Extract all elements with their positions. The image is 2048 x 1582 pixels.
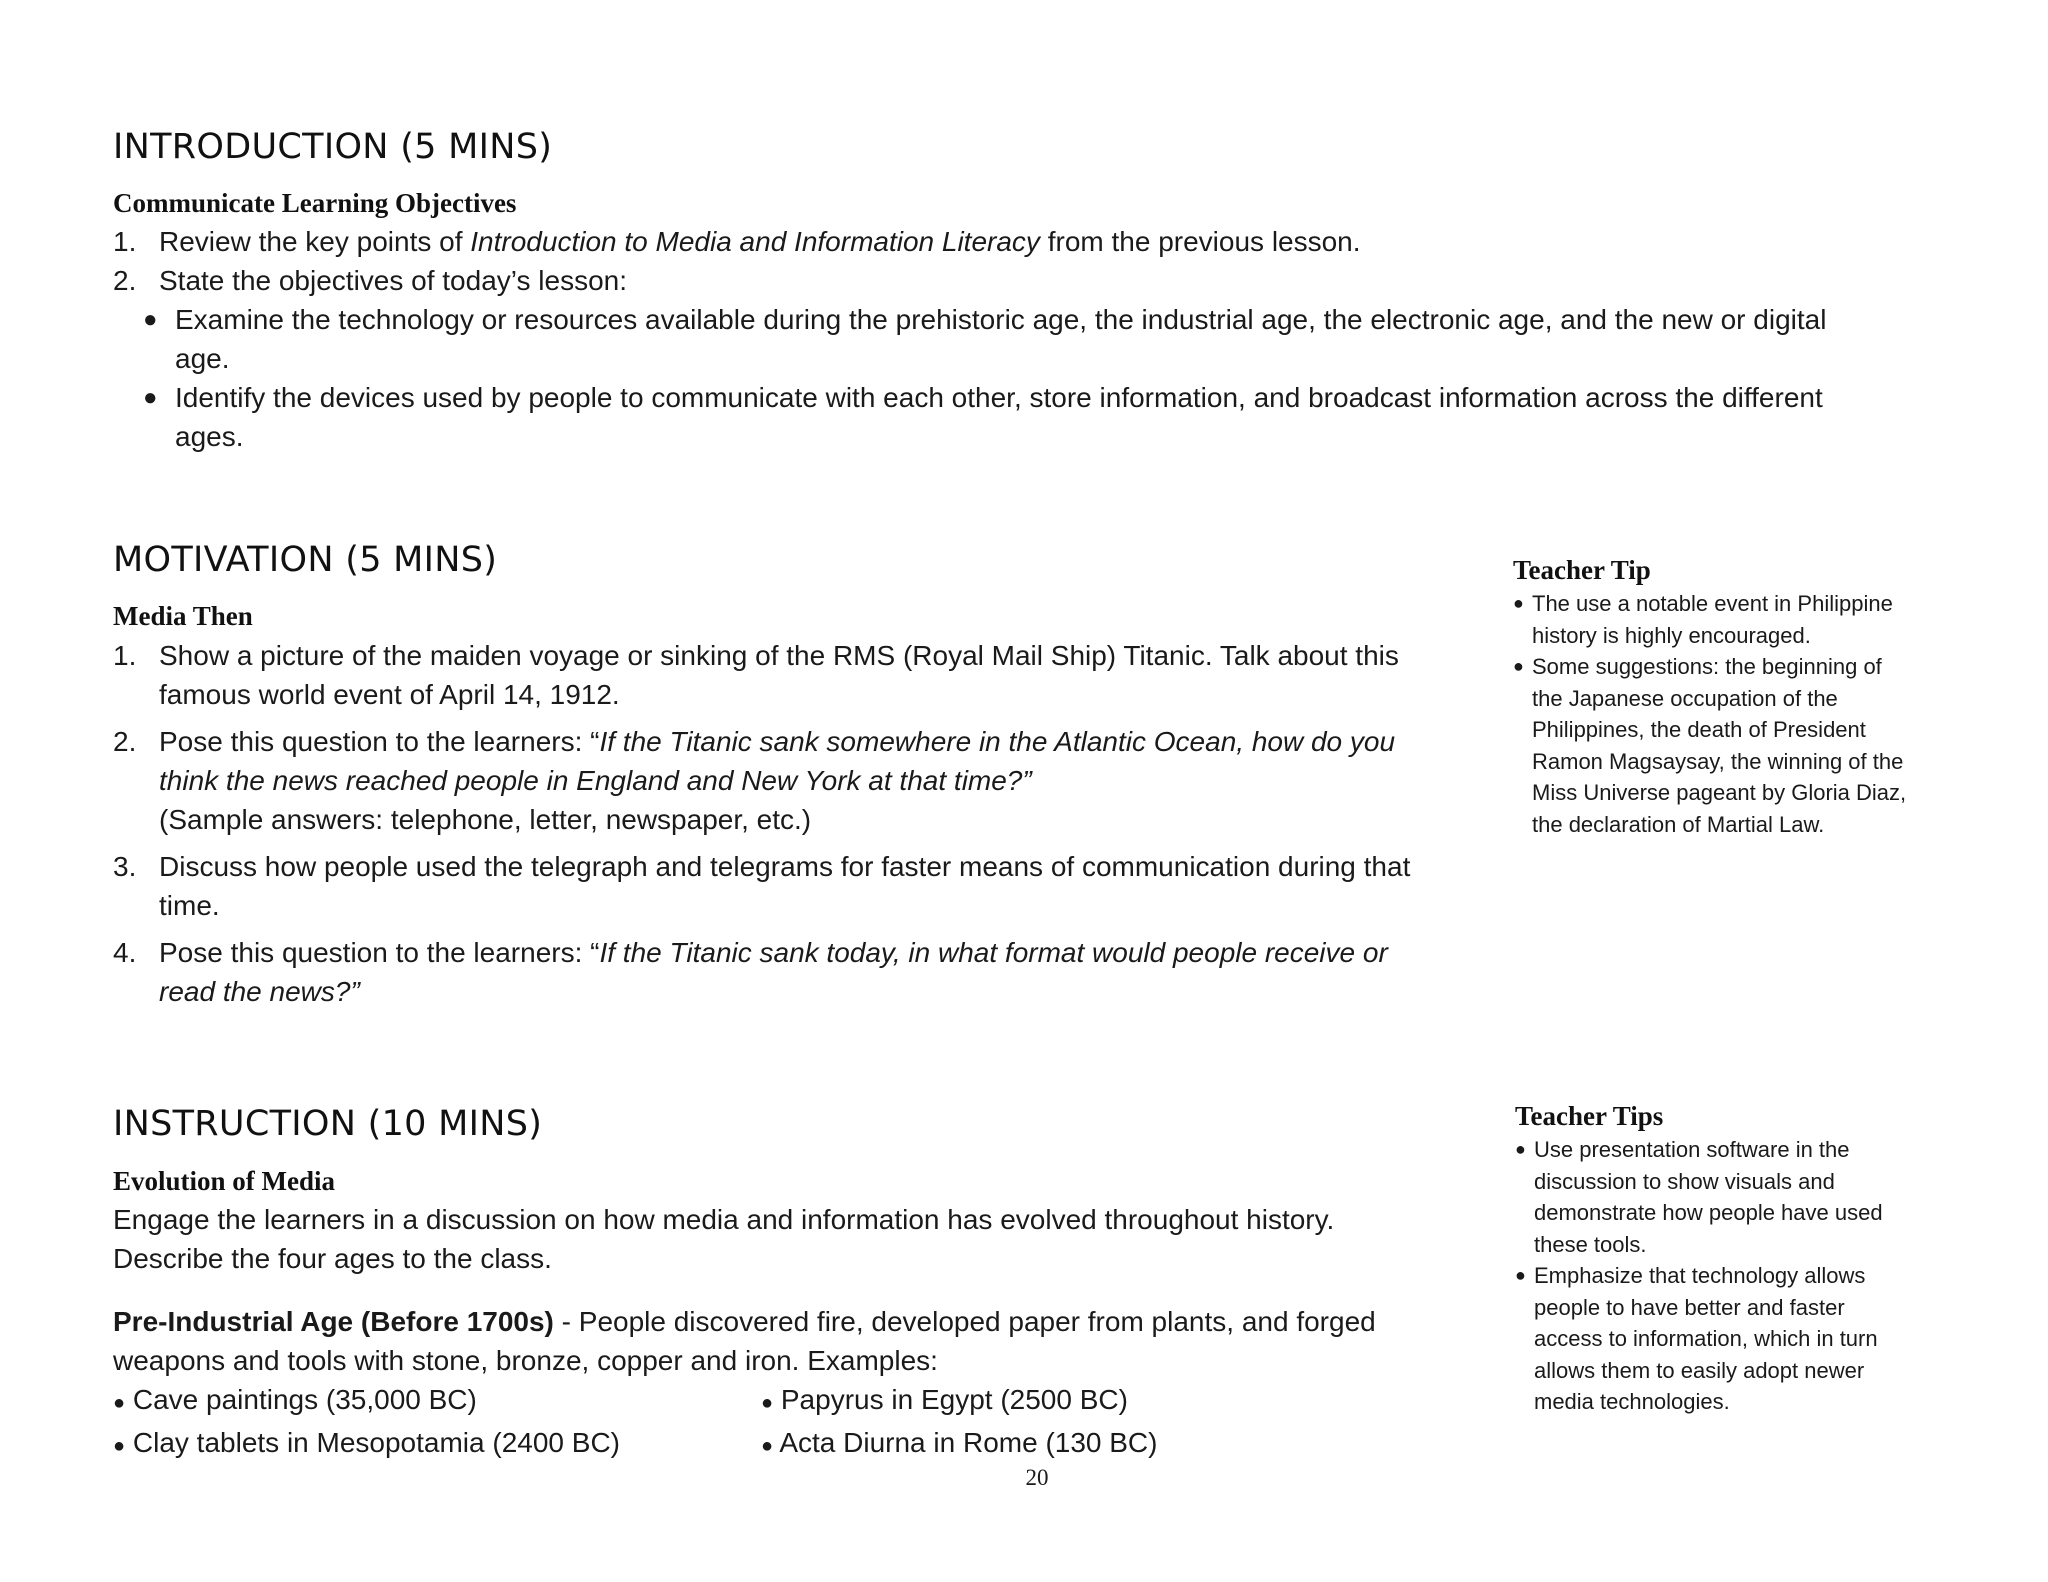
bullet-icon: ● [1515, 1265, 1526, 1285]
list-text: State the objectives of today’s lesson: [159, 265, 627, 296]
tip-text: demonstrate how people have used [1534, 1200, 1883, 1225]
age-description [113, 1302, 1493, 1380]
bullet-icon: ● [113, 1435, 126, 1457]
instruction-paragraph [113, 1200, 1493, 1278]
list-item [113, 261, 1913, 300]
teacher-tips-title: Teacher Tips [1515, 1101, 1664, 1131]
list-text: famous world event of April 14, 1912. [159, 679, 620, 710]
bullet-item [113, 378, 1913, 456]
tip-item [1515, 1134, 2015, 1260]
list-item [113, 222, 1913, 261]
question-italic: If the Titanic sank somewhere in the Atlantic Ocean, how do you [599, 726, 1396, 757]
motivation-subheading: Media Then [113, 601, 253, 631]
list-number: 3. [113, 851, 137, 882]
bullet-text: Examine the technology or resources available during the prehistoric age, the industrial age, the electronic age, and the new or digital [175, 304, 1827, 335]
list-number: 4. [113, 937, 137, 968]
teacher-tips-box [1515, 1101, 2015, 1418]
examples-right-column [761, 1380, 1381, 1466]
tip-text: Some suggestions: the beginning of [1532, 654, 1882, 679]
list-number: 2. [113, 265, 137, 296]
bullet-icon: ● [143, 306, 158, 333]
paragraph-text: Engage the learners in a discussion on how media and information has evolved throughout history. [113, 1204, 1335, 1235]
sample-answers: (Sample answers: telephone, letter, newspaper, etc.) [159, 804, 812, 835]
teacher-tip-box [1513, 555, 2013, 840]
teacher-tip-title: Teacher Tip [1513, 555, 1651, 585]
tip-text: the declaration of Martial Law. [1532, 811, 1825, 837]
age-text: weapons and tools with stone, bronze, copper and iron. Examples: [113, 1345, 938, 1376]
lesson-title-italic: Introduction to Media and Information Literacy [470, 226, 1040, 257]
instruction-heading: INSTRUCTION (10 MINS) [113, 1104, 543, 1144]
tip-text: discussion to show visuals and [1534, 1168, 1835, 1194]
question-italic: If the Titanic sank today, in what format would people receive or [599, 937, 1388, 968]
intro-objectives-list [113, 222, 1913, 456]
tip-text: media technologies. [1534, 1389, 1730, 1414]
example-item: ● Clay tablets in Mesopotamia (2400 BC) [113, 1427, 620, 1458]
bullet-text: ages. [175, 421, 244, 452]
list-text: Pose this question to the learners: “ [159, 726, 600, 757]
question-italic: read the news?” [159, 976, 360, 1007]
tip-text: The use a notable event in Philippine [1532, 591, 1893, 616]
question-italic: think the news reached people in England and New York at that time?” [159, 765, 1032, 796]
list-number: 2. [113, 726, 137, 757]
bullet-icon: ● [1515, 1139, 1526, 1159]
list-text: from the previous lesson. [1039, 226, 1361, 257]
list-item [113, 933, 1493, 1011]
motivation-list [113, 636, 1493, 1011]
bullet-text: age. [175, 343, 230, 374]
teacher-tips-list [1515, 1134, 2015, 1418]
motivation-heading: MOTIVATION (5 MINS) [113, 540, 498, 580]
bullet-icon: ● [761, 1392, 774, 1414]
tip-item [1513, 651, 2013, 840]
age-title: Pre-Industrial Age (Before 1700s) [113, 1306, 554, 1337]
tip-text: Use presentation software in the [1534, 1137, 1850, 1162]
list-text: Show a picture of the maiden voyage or sinking of the RMS (Royal Mail Ship) Titanic. Talk about this [159, 640, 1399, 671]
list-text: time. [159, 890, 220, 921]
instruction-subheading: Evolution of Media [113, 1166, 336, 1196]
list-text: Pose this question to the learners: “ [159, 937, 600, 968]
paragraph-text: Describe the four ages to the class. [113, 1243, 552, 1274]
bullet-text: Identify the devices used by people to communicate with each other, store information, and broadcast information across the different [175, 382, 1823, 413]
tip-text: Emphasize that technology allows [1534, 1263, 1866, 1288]
tip-text: allows them to easily adopt newer [1534, 1357, 1865, 1383]
list-text: Review the key points of [159, 226, 471, 257]
age-text: - People discovered fire, developed paper from plants, and forged [553, 1306, 1376, 1337]
tip-text: Philippines, the death of President [1532, 717, 1866, 742]
example-item: ● Cave paintings (35,000 BC) [113, 1384, 477, 1415]
bullet-item [113, 300, 1913, 378]
tip-text: access to information, which in turn [1534, 1326, 1878, 1351]
list-number: 1. [113, 640, 137, 671]
tip-text: people to have better and faster [1534, 1294, 1845, 1320]
intro-subheading: Communicate Learning Objectives [113, 188, 517, 218]
list-item [113, 847, 1493, 925]
bullet-icon: ● [1513, 656, 1524, 676]
list-item [113, 636, 1493, 714]
tip-text: Miss Universe pageant by Gloria Diaz, [1532, 780, 1907, 805]
list-item [113, 722, 1493, 839]
tip-text: these tools. [1534, 1231, 1647, 1257]
tip-text: the Japanese occupation of the [1532, 685, 1838, 711]
list-number: 1. [113, 226, 137, 257]
example-item: ● Papyrus in Egypt (2500 BC) [761, 1384, 1128, 1415]
tip-text: history is highly encouraged. [1532, 622, 1811, 648]
tip-item [1513, 588, 2013, 651]
tip-text: Ramon Magsaysay, the winning of the [1532, 748, 1904, 774]
bullet-icon: ● [113, 1392, 126, 1414]
intro-heading: INTRODUCTION (5 MINS) [113, 127, 553, 167]
example-item: ● Acta Diurna in Rome (130 BC) [761, 1427, 1158, 1458]
teacher-tip-list [1513, 588, 2013, 840]
bullet-icon: ● [1513, 593, 1524, 613]
list-text: Discuss how people used the telegraph and telegrams for faster means of communication during that [159, 851, 1411, 882]
page-number: 20 [1025, 1465, 1049, 1490]
bullet-icon: ● [761, 1435, 774, 1457]
bullet-icon: ● [143, 384, 158, 411]
tip-item [1515, 1260, 2015, 1418]
examples-left-column [113, 1380, 733, 1466]
